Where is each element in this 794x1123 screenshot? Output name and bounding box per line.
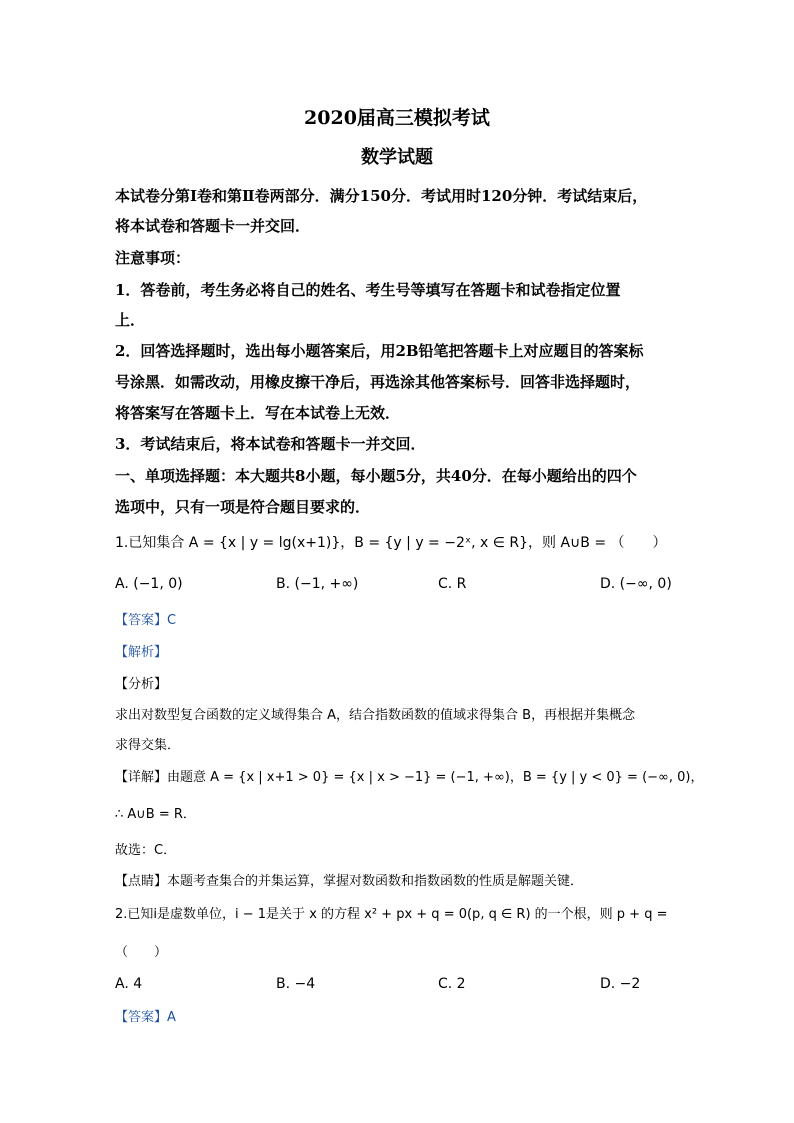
exam-subtitle: 数学试题 (361, 147, 433, 168)
q2-option-c: C. 2 (438, 976, 466, 992)
q1-answer: 【答案】C (115, 613, 177, 628)
q1-option-a: A. (−1, 0) (115, 576, 183, 592)
question-2-stem: 2.已知i是虚数单位，i − 1是关于 x 的方程 x² + px + q = 0(p, q ∈ R) 的一个根，则 p + q = (115, 907, 668, 922)
intro-line: 将本试卷和答题卡一并交回． (115, 217, 311, 235)
q2-option-d: D. −2 (600, 976, 641, 992)
q1-analysis: 求得交集． (115, 738, 181, 753)
section-heading: 选项中，只有一项是符合题目要求的． (115, 498, 371, 516)
exam-title: 2020届高三模拟考试 (304, 107, 490, 129)
section-heading: 一、单项选择题：本大题共8小题，每小题5分，共40分．在每小题给出的四个 (115, 467, 637, 485)
q1-jiexi-label: 【解析】 (115, 645, 168, 660)
q1-option-b: B. (−1, +∞) (276, 576, 359, 592)
notice-line: 3．考试结束后，将本试卷和答题卡一并交回． (115, 435, 426, 453)
q1-comment: 【点睛】本题考查集合的并集运算，掌握对数函数和指数函数的性质是解题关键． (115, 874, 584, 889)
notice-line: 将答案写在答题卡上．写在本试卷上无效． (115, 404, 401, 422)
intro-line: 本试卷分第Ⅰ卷和第Ⅱ卷两部分．满分150分．考试用时120分钟．考试结束后， (115, 187, 648, 205)
notice-line: 1．答卷前，考生务必将自己的姓名、考生号等填写在答题卡和试卷指定位置 (115, 281, 621, 299)
notice-line: 上． (115, 311, 146, 329)
q2-answer: 【答案】A (115, 1010, 176, 1025)
q1-analysis: 求出对数型复合函数的定义域得集合 A，结合指数函数的值域求得集合 B，再根据并集概念 (115, 708, 636, 723)
notice-line: 2．回答选择题时，选出每小题答案后，用2B铅笔把答题卡上对应题目的答案标 (115, 342, 644, 360)
q2-paren: （ ） (115, 945, 168, 960)
q1-option-c: C. R (438, 576, 467, 592)
notice-heading: 注意事项： (115, 249, 191, 267)
q1-choice: 故选：C． (115, 843, 177, 858)
q1-fenxi-label: 【分析】 (115, 677, 168, 692)
notice-line: 号涂黑．如需改动，用橡皮擦干净后，再选涂其他答案标号．回答非选择题时， (115, 373, 641, 391)
q2-option-b: B. −4 (276, 976, 316, 992)
q1-conclusion: ∴ A∪B = R． (115, 807, 196, 822)
q1-detail: 【详解】由题意 A = {x | x+1 > 0} = {x | x > −1} = (−1, +∞)，B = {y | y < 0} = (−∞, 0)， (115, 770, 704, 785)
q2-option-a: A. 4 (115, 976, 143, 992)
question-1-stem: 1.已知集合 A = {x | y = lg(x+1)}，B = {y | y = −2ˣ, x ∈ R}，则 A∪B = （ ） (115, 535, 667, 551)
q1-option-d: D. (−∞, 0) (600, 576, 672, 592)
